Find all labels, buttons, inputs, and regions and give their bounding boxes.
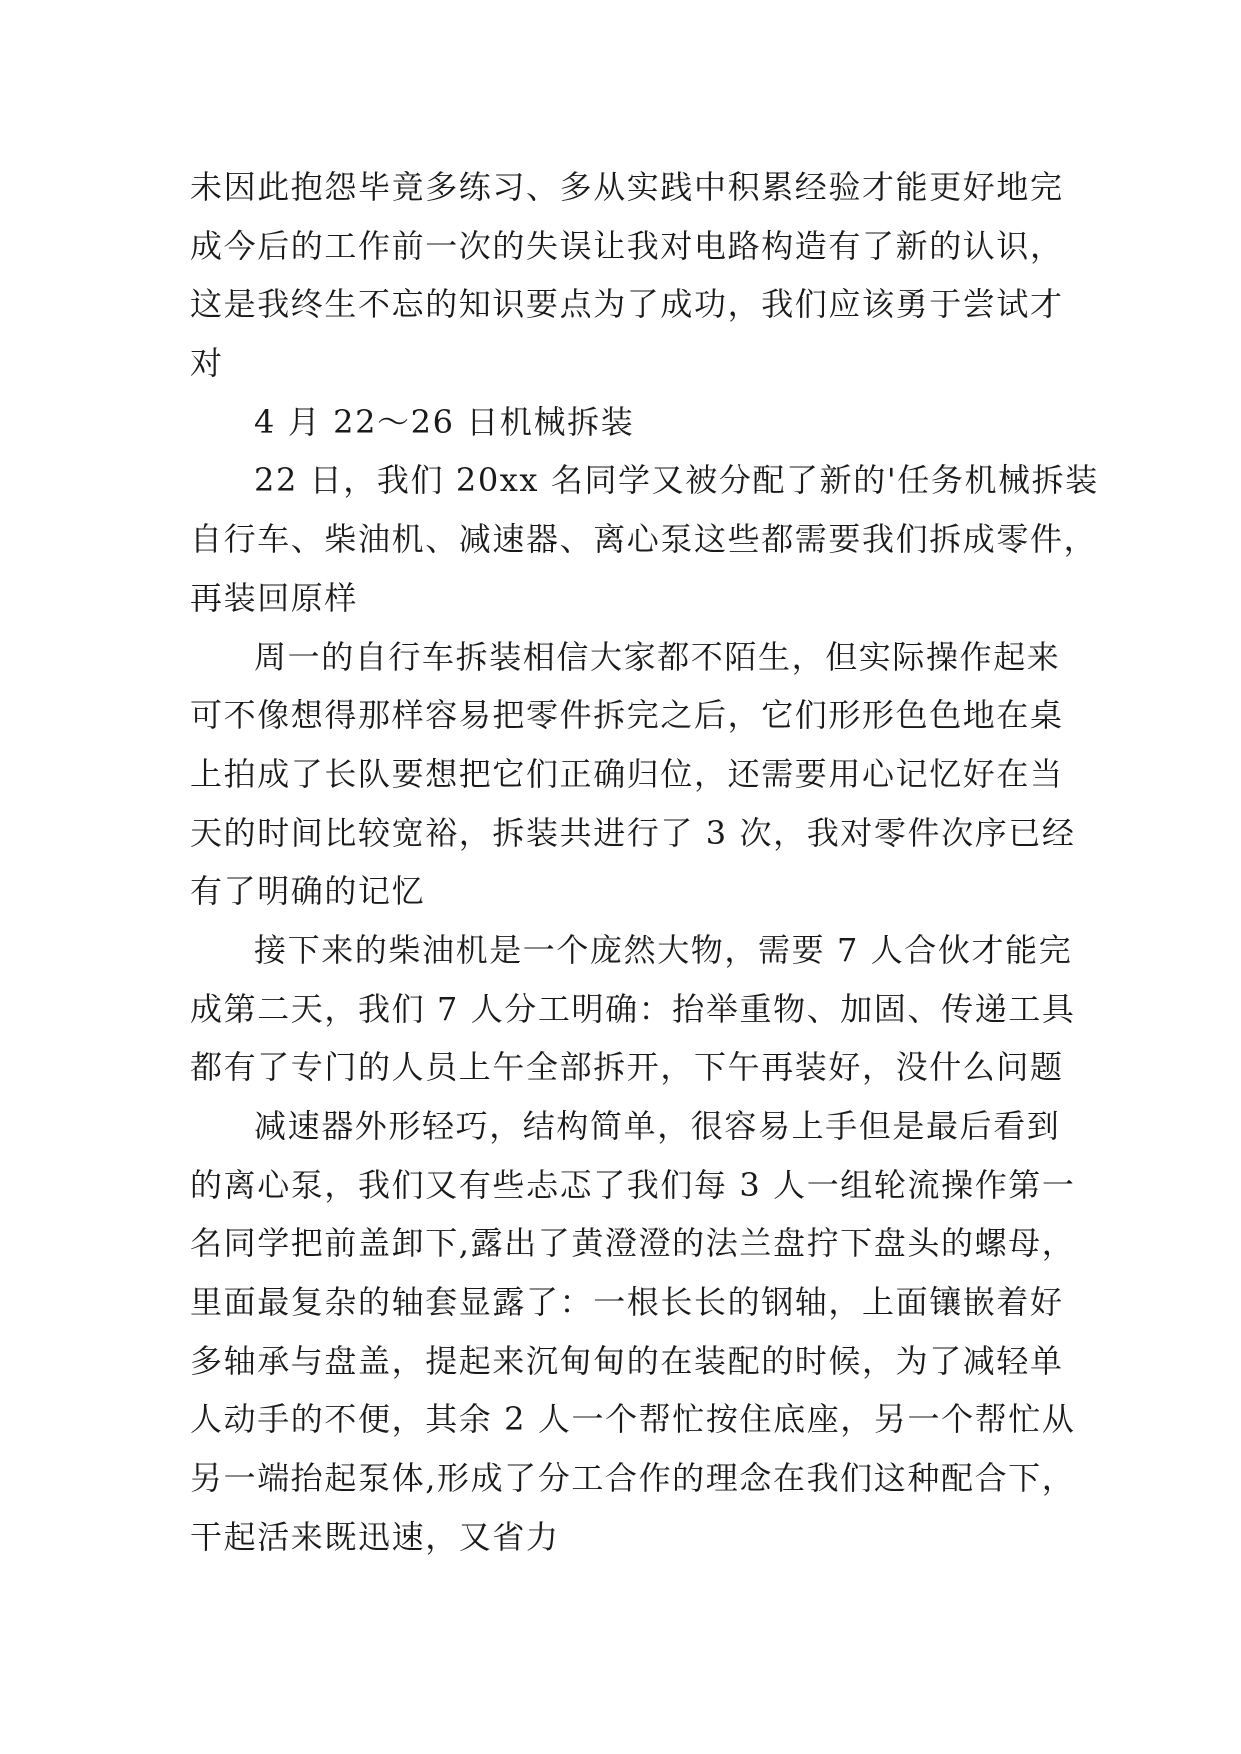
text-line: 再装回原样 bbox=[190, 578, 359, 617]
text-line: 上拍成了长队要想把它们正确归位，还需要用心记忆好在当 bbox=[190, 754, 1064, 793]
text-line: 成第二天，我们 7 人分工明确：抬举重物、加固、传递工具 bbox=[190, 989, 1076, 1028]
paragraph-first-line: 周一的自行车拆装相信大家都不陌生，但实际操作起来 bbox=[254, 637, 1061, 676]
text-line: 都有了专门的人员上午全部拆开，下午再装好，没什么问题 bbox=[190, 1048, 1064, 1087]
text-line: 天的时间比较宽裕，拆装共进行了 3 次，我对零件次序已经 bbox=[190, 813, 1076, 852]
text-line: 这是我终生不忘的知识要点为了成功，我们应该勇于尝试才 bbox=[190, 285, 1064, 324]
text-line: 的离心泵，我们又有些忐忑了我们每 3 人一组轮流操作第一 bbox=[190, 1165, 1076, 1204]
paragraph-first-line: 减速器外形轻巧，结构简单，很容易上手但是最后看到 bbox=[254, 1107, 1061, 1145]
text-line: 里面最复杂的轴套显露了：一根长长的钢轴，上面镶嵌着好 bbox=[190, 1283, 1064, 1322]
text-line: 未因此抱怨毕竟多练习、多从实践中积累经验才能更好地完 bbox=[190, 168, 1064, 206]
document-body-text bbox=[190, 158, 1099, 1567]
text-line: 干起活来既迅速，又省力 bbox=[190, 1517, 560, 1556]
text-line: 多轴承与盘盖，提起来沉甸甸的在装配的时候，为了减轻单 bbox=[190, 1341, 1064, 1380]
text-line: 有了明确的记忆 bbox=[190, 872, 426, 911]
text-line: 自行车、柴油机、减速器、离心泵这些都需要我们拆成零件， bbox=[190, 520, 1098, 559]
text-line: 另一端抬起泵体,形成了分工合作的理念在我们这种配合下， bbox=[190, 1459, 1076, 1498]
paragraph-first-line: 4 月 22～26 日机械拆装 bbox=[254, 402, 635, 441]
text-line: 对 bbox=[190, 344, 224, 383]
paragraph-first-line: 22 日，我们 20xx 名同学又被分配了新的'任务机械拆装 bbox=[254, 461, 1099, 500]
paragraph-first-line: 接下来的柴油机是一个庞然大物，需要 7 人合伙才能完 bbox=[254, 930, 1073, 969]
text-line: 名同学把前盖卸下,露出了黄澄澄的法兰盘拧下盘头的螺母， bbox=[190, 1224, 1076, 1263]
text-line: 可不像想得那样容易把零件拆完之后，它们形形色色地在桌 bbox=[190, 696, 1064, 735]
text-line: 人动手的不便，其余 2 人一个帮忙按住底座，另一个帮忙从 bbox=[190, 1400, 1076, 1439]
text-line: 成今后的工作前一次的失误让我对电路构造有了新的认识， bbox=[190, 226, 1064, 265]
